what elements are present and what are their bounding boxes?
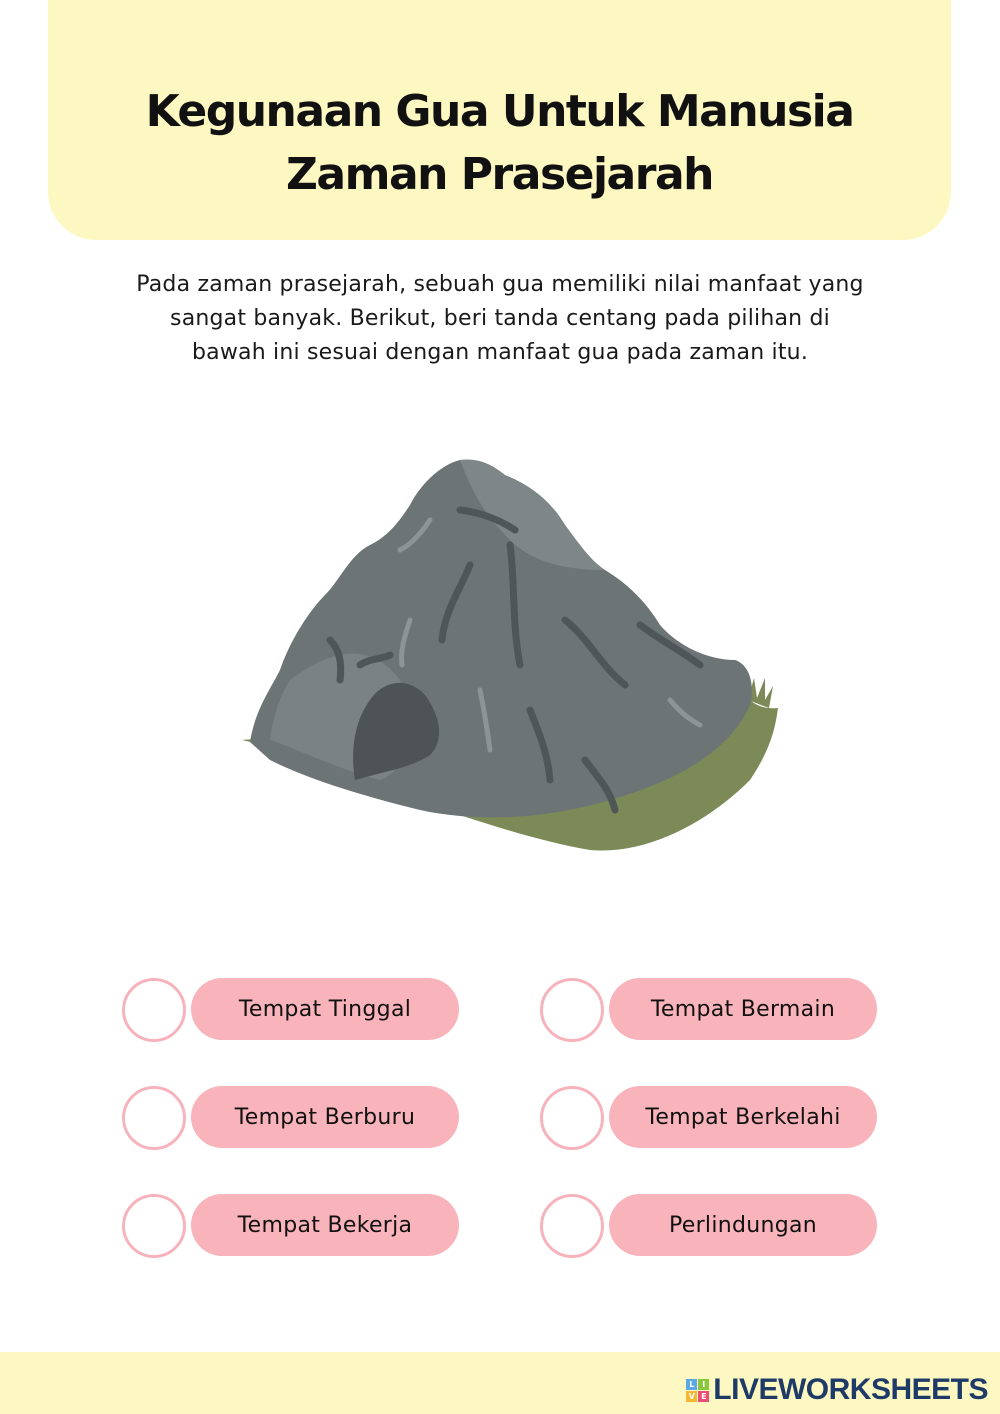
checkbox-circle[interactable] — [540, 978, 604, 1042]
checkbox-circle[interactable] — [122, 978, 186, 1042]
option-label-pill: Tempat Bekerja — [191, 1194, 459, 1256]
title-line-2: Zaman Prasejarah — [286, 149, 713, 200]
checkbox-circle[interactable] — [540, 1194, 604, 1258]
checkbox-circle[interactable] — [122, 1086, 186, 1150]
option-label-pill: Tempat Berburu — [191, 1086, 459, 1148]
brand-name: LIVEWORKSHEETS — [713, 1373, 988, 1406]
option-label-pill: Tempat Tinggal — [191, 978, 459, 1040]
option-label-pill: Perlindungan — [609, 1194, 877, 1256]
instructions-line-3: bawah ini sesuai dengan manfaat gua pada zaman itu. — [191, 340, 809, 365]
checkbox-circle[interactable] — [122, 1194, 186, 1258]
brand-logo[interactable] — [686, 1372, 988, 1408]
option-label-pill: Tempat Berkelahi — [609, 1086, 877, 1148]
page-title — [48, 80, 951, 206]
brand-blocks-icon: L I V E — [686, 1379, 709, 1402]
instructions-text — [110, 268, 890, 370]
instructions-line-2: sangat banyak. Berikut, beri tanda centang pada pilihan di — [170, 306, 830, 331]
instructions-line-1: Pada zaman prasejarah, sebuah gua memiliki nilai manfaat yang — [136, 272, 864, 297]
checkbox-circle[interactable] — [540, 1086, 604, 1150]
title-line-1: Kegunaan Gua Untuk Manusia — [145, 86, 854, 137]
cave-illustration — [230, 450, 790, 900]
option-label-pill: Tempat Bermain — [609, 978, 877, 1040]
